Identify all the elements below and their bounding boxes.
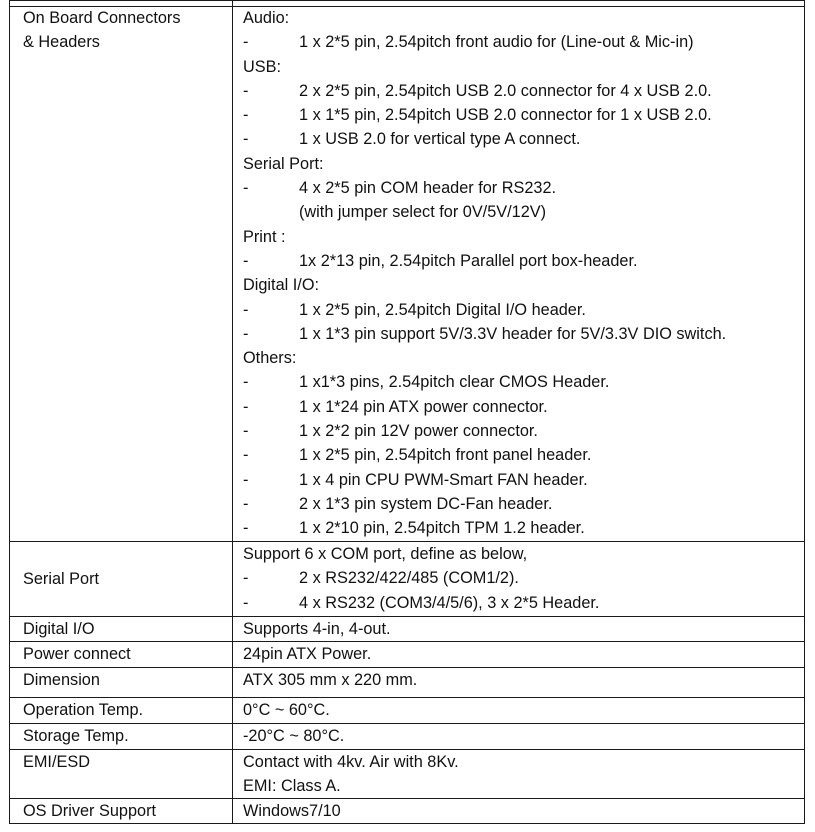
- label-cell: [10, 1, 233, 542]
- connector-item: [243, 370, 804, 394]
- table-row-dimension: [10, 667, 805, 697]
- item-text: 4 x 2*5 pin COM header for RS232.: [299, 179, 557, 198]
- connector-item: [243, 516, 804, 540]
- row-value: Windows7/10: [243, 802, 341, 821]
- dash-bullet: -: [243, 130, 249, 149]
- item-text: 1 x 2*5 pin, 2.54pitch front panel header.: [299, 446, 592, 465]
- serial-item: [243, 566, 804, 590]
- label-cell: [10, 749, 233, 799]
- group-title: USB:: [243, 57, 282, 76]
- spec-table-wrapper: [9, 0, 805, 824]
- dash-bullet: -: [243, 324, 249, 343]
- item-text: 1 x 2*2 pin 12V power connector.: [299, 422, 538, 441]
- group-title: Print :: [243, 227, 286, 246]
- item-text: 1 x 4 pin CPU PWM-Smart FAN header.: [299, 470, 588, 489]
- connector-groups: [243, 6, 804, 541]
- row-value: 24pin ATX Power.: [243, 645, 372, 664]
- emi-line: EMI: Class A.: [243, 776, 341, 795]
- item-text: 4 x RS232 (COM3/4/5/6), 3 x 2*5 Header.: [299, 593, 600, 612]
- item-text: 1 x 1*3 pin support 5V/3.3V header for 5V/3.3V DIO switch.: [299, 324, 727, 343]
- dash-bullet: -: [243, 300, 249, 319]
- connector-item: [243, 492, 804, 516]
- connector-item: [243, 127, 804, 151]
- item-text: 1 x USB 2.0 for vertical type A connect.: [299, 130, 581, 149]
- label-cell: [10, 667, 233, 697]
- item-text: 1 x1*3 pins, 2.54pitch clear CMOS Header.: [299, 373, 610, 392]
- connector-item: [243, 30, 804, 54]
- dash-bullet: -: [243, 519, 249, 538]
- dash-bullet: -: [243, 470, 249, 489]
- connector-item: [243, 249, 804, 273]
- connector-item: [243, 298, 804, 322]
- connector-item: [243, 322, 804, 346]
- dash-bullet: -: [243, 494, 249, 513]
- row-label: Serial Port: [23, 569, 100, 588]
- row-label: EMI/ESD: [23, 752, 90, 771]
- row-label: Storage Temp.: [23, 726, 129, 745]
- table-row-power-connect: [10, 642, 805, 667]
- table-row-os-driver-support: [10, 799, 805, 824]
- table-row-emi-esd: [10, 749, 805, 799]
- row-value: Supports 4-in, 4-out.: [243, 620, 391, 638]
- row-label: Operation Temp.: [23, 700, 144, 719]
- dash-bullet: -: [243, 446, 249, 465]
- row-label: Power connect: [23, 645, 131, 664]
- label-cell: [10, 542, 233, 617]
- item-text: 1 x 2*10 pin, 2.54pitch TPM 1.2 header.: [299, 519, 585, 538]
- dash-bullet: -: [243, 106, 249, 125]
- row-label: On Board Connectors & Headers: [23, 9, 181, 52]
- dash-bullet: -: [243, 251, 249, 270]
- label-cell: [10, 617, 233, 642]
- item-text: 1 x 2*5 pin, 2.54pitch Digital I/O header.: [299, 300, 586, 319]
- item-continuation: (with jumper select for 0V/5V/12V): [299, 203, 547, 222]
- row-value: 0°C ~ 60°C.: [243, 700, 330, 719]
- value-cell: [233, 749, 805, 799]
- connector-item: [243, 443, 804, 467]
- value-cell: [233, 697, 805, 723]
- dash-bullet: -: [243, 397, 249, 416]
- spec-table: [9, 0, 805, 824]
- item-text: 1x 2*13 pin, 2.54pitch Parallel port box-header.: [299, 251, 638, 270]
- value-cell: [233, 542, 805, 617]
- connector-item: [243, 419, 804, 443]
- connector-item: [243, 176, 804, 200]
- row-value: ATX 305 mm x 220 mm.: [243, 670, 418, 689]
- serial-items: [243, 566, 804, 615]
- item-text: 2 x 1*3 pin system DC-Fan header.: [299, 494, 553, 513]
- serial-intro: Support 6 x COM port, define as below,: [243, 545, 528, 563]
- table-row-connectors: [10, 1, 805, 542]
- value-cell: [233, 723, 805, 749]
- group-title: Audio:: [243, 9, 290, 27]
- table-row-storage-temp: [10, 723, 805, 749]
- dash-bullet: -: [243, 33, 249, 52]
- table-row-operation-temp: [10, 697, 805, 723]
- dash-bullet: -: [243, 179, 249, 198]
- item-text: 2 x 2*5 pin, 2.54pitch USB 2.0 connector for 4 x USB 2.0.: [299, 81, 712, 100]
- serial-item: [243, 591, 804, 615]
- item-text: 1 x 1*24 pin ATX power connector.: [299, 397, 548, 416]
- connector-item: [243, 468, 804, 492]
- row-label: Digital I/O: [23, 620, 95, 638]
- row-value: -20°C ~ 80°C.: [243, 726, 345, 745]
- table-row-digital-io: [10, 617, 805, 642]
- emi-line: Contact with 4kv. Air with 8Kv.: [243, 752, 459, 771]
- dash-bullet: -: [243, 81, 249, 100]
- group-title: Digital I/O:: [243, 276, 320, 295]
- connector-item: [243, 79, 804, 103]
- label-cell: [10, 697, 233, 723]
- item-text: 1 x 2*5 pin, 2.54pitch front audio for (Line-out & Mic-in): [299, 33, 694, 52]
- dash-bullet: -: [243, 373, 249, 392]
- dash-bullet: -: [243, 593, 249, 612]
- item-text: 1 x 1*5 pin, 2.54pitch USB 2.0 connector for 1 x USB 2.0.: [299, 106, 712, 125]
- table-row-serial-port: [10, 542, 805, 617]
- group-title: Others:: [243, 349, 297, 368]
- value-cell: [233, 1, 805, 542]
- row-label: OS Driver Support: [23, 802, 157, 821]
- label-cell: [10, 723, 233, 749]
- row-label: Dimension: [23, 670, 100, 689]
- value-cell: [233, 642, 805, 667]
- connector-item: [243, 395, 804, 419]
- label-cell: [10, 642, 233, 667]
- dash-bullet: -: [243, 569, 249, 588]
- group-title: Serial Port:: [243, 154, 324, 173]
- value-cell: [233, 617, 805, 642]
- connector-item: [243, 103, 804, 127]
- item-text: 2 x RS232/422/485 (COM1/2).: [299, 569, 519, 588]
- label-cell: [10, 799, 233, 824]
- value-cell: [233, 667, 805, 697]
- value-cell: [233, 799, 805, 824]
- dash-bullet: -: [243, 422, 249, 441]
